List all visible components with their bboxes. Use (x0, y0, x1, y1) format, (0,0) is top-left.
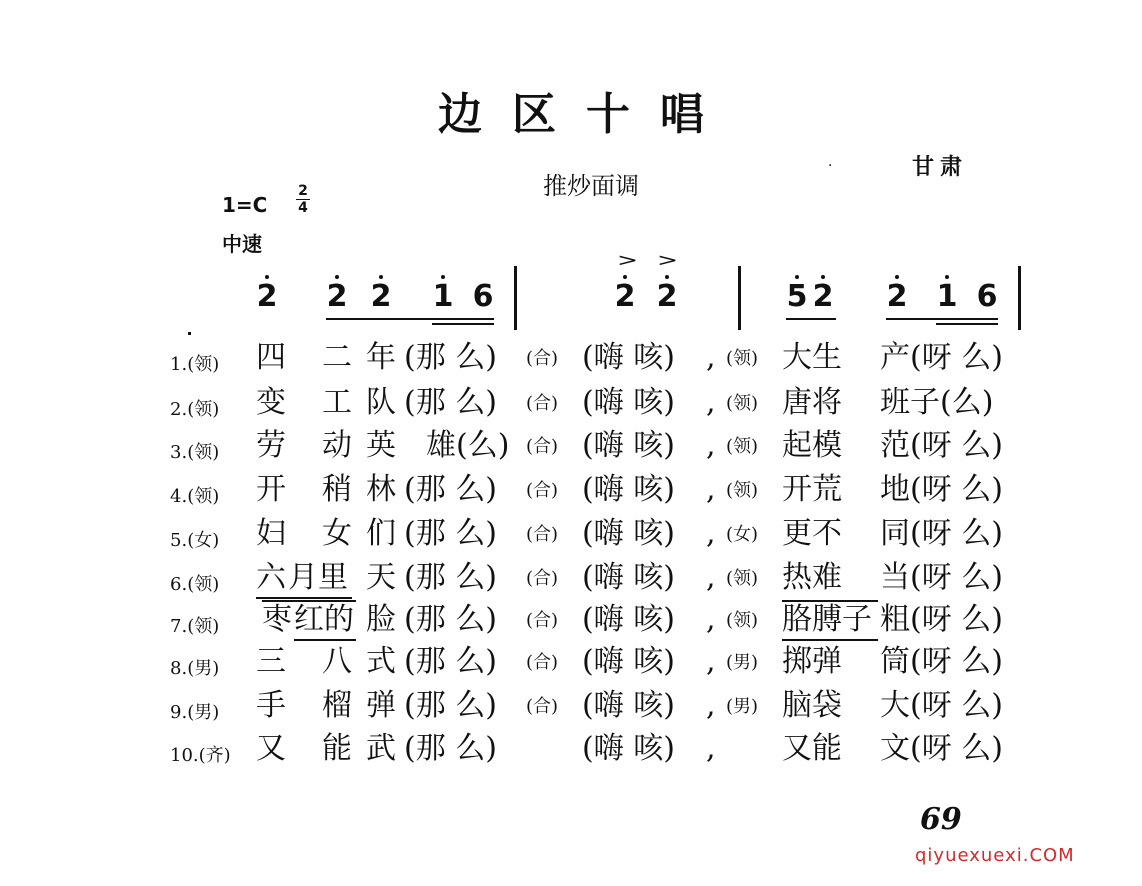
note: 2 (256, 282, 278, 312)
lyric-filler: (那 么) (404, 560, 497, 595)
part-marker: (领) (726, 348, 759, 369)
lyric-char: 劳 (256, 428, 286, 463)
lyric-char: 又 (782, 731, 812, 766)
lyric-char: 林 (366, 472, 396, 507)
lyric-char: 热 (782, 560, 812, 595)
lyric-char: 班 (880, 385, 910, 420)
octave-dot (945, 275, 949, 279)
lyric-filler: (呀 么) (910, 340, 1003, 375)
lyric-line: 5.(女) 妇 女 们 (那 么) (合) (嗨 咳) , (女) 更 不 同 (呀 么) (170, 516, 1003, 551)
part-marker: (合) (526, 568, 559, 589)
beam-line (936, 323, 998, 325)
part-marker: (合) (526, 696, 559, 717)
lyric-char: 三 (256, 644, 286, 679)
lyric-filler: (那 么) (404, 688, 497, 723)
watermark-text: qiyuexuexi.COM (915, 845, 1075, 866)
note: 1 (432, 282, 454, 312)
lyric-filler: (嗨 咳) (582, 516, 675, 551)
lyric-char: 大 (880, 688, 910, 723)
octave-dot (441, 275, 445, 279)
note: 2 (614, 282, 636, 312)
lyric-line: 4.(领) 开 稍 林 (那 么) (合) (嗨 咳) , (领) 开 荒 地 (呀 么) (170, 472, 1003, 507)
lyric-filler: 子(么) (910, 385, 994, 420)
lyric-char: 开 (256, 472, 286, 507)
lyric-filler: (呀 么) (910, 472, 1003, 507)
lyric-line: 6.(领) 六 月里 天 (那 么) (合) (嗨 咳) , (领) 热 难 当 (呀 么) (170, 560, 1050, 600)
lyric-line: 1.(领) 四 二 年 (那 么) (合) (嗨 咳) , (领) 大 生 产 (呀 么) (170, 340, 1003, 375)
lyric-filler: (嗨 咳) (582, 731, 675, 766)
lyric-char: 掷 (782, 644, 812, 679)
verse-number: 8.(男) (170, 658, 220, 679)
lyric-filler: (呀 么) (910, 428, 1003, 463)
octave-dot (265, 275, 269, 279)
part-marker: (女) (726, 524, 759, 545)
lyric-char: 天 (366, 560, 396, 595)
verse-number: 9.(男) (170, 702, 220, 723)
lyric-char: 队 (366, 385, 396, 420)
beam-line (326, 318, 494, 320)
lyric-filler: (那 么) (404, 472, 497, 507)
note: 2 (370, 282, 392, 312)
time-signature (296, 184, 310, 215)
lyric-filler: (嗨 咳) (582, 340, 675, 375)
lyric-char: 唐 (782, 385, 812, 420)
lyric-char: 脸 (366, 602, 396, 637)
lyric-char: 枣 (262, 602, 292, 637)
beam-line (432, 323, 494, 325)
lyric-char: 能 (812, 731, 842, 766)
lyric-char: 大 (782, 340, 812, 375)
lyric-char: 生 (812, 340, 842, 375)
lyric-char: 武 (366, 731, 396, 766)
verse-number: 6.(领) (170, 574, 220, 595)
lyric-char: 稍 (322, 472, 352, 507)
part-marker: (领) (726, 436, 759, 457)
octave-dot (335, 275, 339, 279)
lyric-char: 产 (880, 340, 910, 375)
lyric-filler: (呀 么) (910, 688, 1003, 723)
lyric-char: 袋 (812, 688, 842, 723)
tempo-marking: 中速 (222, 232, 262, 256)
slur-overline (782, 600, 878, 602)
lyric-filler: (那 么) (404, 731, 497, 766)
lyric-char: 二 (322, 340, 352, 375)
lyric-char: 工 (322, 385, 352, 420)
part-marker: (领) (726, 610, 759, 631)
lyric-char: 模 (812, 428, 842, 463)
lyric-char: 八 (322, 644, 352, 679)
note: 6 (976, 279, 998, 314)
lyric-char: 荒 (812, 472, 842, 507)
page-number: 69 (920, 802, 962, 837)
time-signature-top: 2 (298, 183, 308, 199)
lyric-char: 文 (880, 731, 910, 766)
slur-underline (782, 639, 878, 641)
note: 2 (326, 282, 348, 312)
lyric-line: 7.(领) 枣 红的 脸 (那 么) (合) (嗨 咳) , (领) 胳 膊子 粗 (呀 么) (170, 602, 1050, 642)
lyric-char: 六 (256, 560, 286, 595)
lyric-filler: (呀 么) (910, 560, 1003, 595)
verse-number: 10.(齐) (170, 745, 231, 766)
octave-dot (821, 275, 825, 279)
octave-dot (795, 275, 799, 279)
lyric-filler: (嗨 咳) (582, 560, 675, 595)
stray-dot: · (828, 158, 833, 174)
lyric-filler: (嗨 咳) (582, 688, 675, 723)
part-marker: (领) (726, 480, 759, 501)
verse-number: 5.(女) (170, 530, 220, 551)
verse-number: 7.(领) (170, 616, 220, 637)
accent-mark: > (616, 250, 639, 271)
lyric-char: 弹 (366, 688, 396, 723)
lyric-char: 筒 (880, 644, 910, 679)
part-marker: (合) (526, 436, 559, 457)
lyric-filler: (呀 么) (910, 602, 1003, 637)
lyric-line: 2.(领) 变 工 队 (那 么) (合) (嗨 咳) , (领) 唐 将 班 子(么) (170, 385, 994, 420)
lyric-char: 榴 (322, 688, 352, 723)
lyric-char: 同 (880, 516, 910, 551)
lyric-line: 10.(齐) 又 能 武 (那 么) (嗨 咳) , 又 能 文 (呀 么) (170, 731, 1003, 766)
lyric-char: 月里 (288, 560, 348, 595)
part-marker: (男) (726, 652, 759, 673)
part-marker: (合) (526, 652, 559, 673)
part-marker: (合) (526, 524, 559, 545)
octave-dot (665, 275, 669, 279)
beam-line (886, 318, 998, 320)
lyric-line: 9.(男) 手 榴 弹 (那 么) (合) (嗨 咳) , (男) 脑 袋 大 (呀 么) (170, 688, 1003, 723)
lyric-char: 更 (782, 516, 812, 551)
bar-line (1018, 266, 1021, 330)
lyric-filler: (呀 么) (910, 731, 1003, 766)
lyric-line: 3.(领) 劳 动 英 雄(么) (合) (嗨 咳) , (领) 起 模 范 (呀 么) (170, 428, 1003, 463)
octave-dot (895, 275, 899, 279)
verse-number: 3.(领) (170, 442, 220, 463)
lyric-filler: (呀 么) (910, 644, 1003, 679)
lyric-char: 动 (322, 428, 352, 463)
lyric-char: 难 (812, 560, 842, 595)
lyric-char: 们 (366, 516, 396, 551)
lyric-char: 地 (880, 472, 910, 507)
slur-overline (262, 600, 356, 602)
lyric-line: 8.(男) 三 八 式 (那 么) (合) (嗨 咳) , (男) 掷 弹 筒 (呀 么) (170, 644, 1003, 679)
part-marker: (合) (526, 348, 559, 369)
lyric-filler: (呀 么) (910, 516, 1003, 551)
note: 5 (786, 282, 808, 312)
lyric-char: 脑 (782, 688, 812, 723)
region-label: 甘肃 (912, 154, 969, 180)
lyric-filler: (嗨 咳) (582, 385, 675, 420)
lyric-char: 四 (256, 340, 286, 375)
part-marker: (领) (726, 568, 759, 589)
bar-line (514, 266, 517, 330)
lyric-filler: (那 么) (404, 644, 497, 679)
accent-mark: > (656, 250, 679, 271)
octave-dot (379, 275, 383, 279)
part-marker: (领) (726, 393, 759, 414)
slur-underline (294, 639, 356, 641)
part-marker: (男) (726, 696, 759, 717)
bar-line (738, 266, 741, 330)
lyric-char: 弹 (812, 644, 842, 679)
note: 2 (886, 282, 908, 312)
lyric-filler: (嗨 咳) (582, 644, 675, 679)
lyric-char: 胳 (782, 602, 812, 637)
lyric-char: 妇 (256, 516, 286, 551)
part-marker: (合) (526, 480, 559, 501)
lyric-char: 红的 (294, 602, 354, 637)
lyric-char: 手 (256, 688, 286, 723)
octave-dot (623, 275, 627, 279)
tune-name: 推炒面调 (543, 172, 639, 200)
lyric-char: 又 (256, 731, 286, 766)
lyric-filler: (嗨 咳) (582, 428, 675, 463)
lyric-filler: 雄(么) (426, 428, 510, 463)
lyric-char: 膊子 (812, 602, 872, 637)
lyric-char: 年 (366, 340, 396, 375)
note: 2 (656, 282, 678, 312)
lyric-filler: (那 么) (404, 385, 497, 420)
key-signature: 1=C (222, 193, 268, 217)
lyric-char: 将 (812, 385, 842, 420)
lyric-filler: (那 么) (404, 516, 497, 551)
song-title: 边区十唱 (438, 89, 734, 140)
lyric-char: 英 (366, 428, 396, 463)
stray-mark (188, 332, 191, 335)
lyric-filler: (嗨 咳) (582, 602, 675, 637)
verse-number: 4.(领) (170, 486, 220, 507)
note: 2 (812, 282, 834, 312)
lyric-filler: (那 么) (404, 602, 497, 637)
lyric-char: 女 (322, 516, 352, 551)
part-marker: (合) (526, 610, 559, 631)
lyric-filler: (那 么) (404, 340, 497, 375)
verse-number: 1.(领) (170, 354, 220, 375)
lyric-char: 范 (880, 428, 910, 463)
lyric-char: 起 (782, 428, 812, 463)
lyric-char: 变 (256, 385, 286, 420)
lyric-char: 不 (812, 516, 842, 551)
lyric-filler: (嗨 咳) (582, 472, 675, 507)
lyric-char: 粗 (880, 602, 910, 637)
lyric-char: 能 (322, 731, 352, 766)
verse-number: 2.(领) (170, 399, 220, 420)
note: 1 (936, 282, 958, 312)
slur-underline (256, 597, 352, 599)
lyric-char: 开 (782, 472, 812, 507)
lyric-char: 当 (880, 560, 910, 595)
time-signature-bottom: 4 (298, 200, 308, 216)
lyric-char: 式 (366, 644, 396, 679)
note: 6 (472, 279, 494, 314)
beam-line (786, 318, 836, 320)
part-marker: (合) (526, 393, 559, 414)
